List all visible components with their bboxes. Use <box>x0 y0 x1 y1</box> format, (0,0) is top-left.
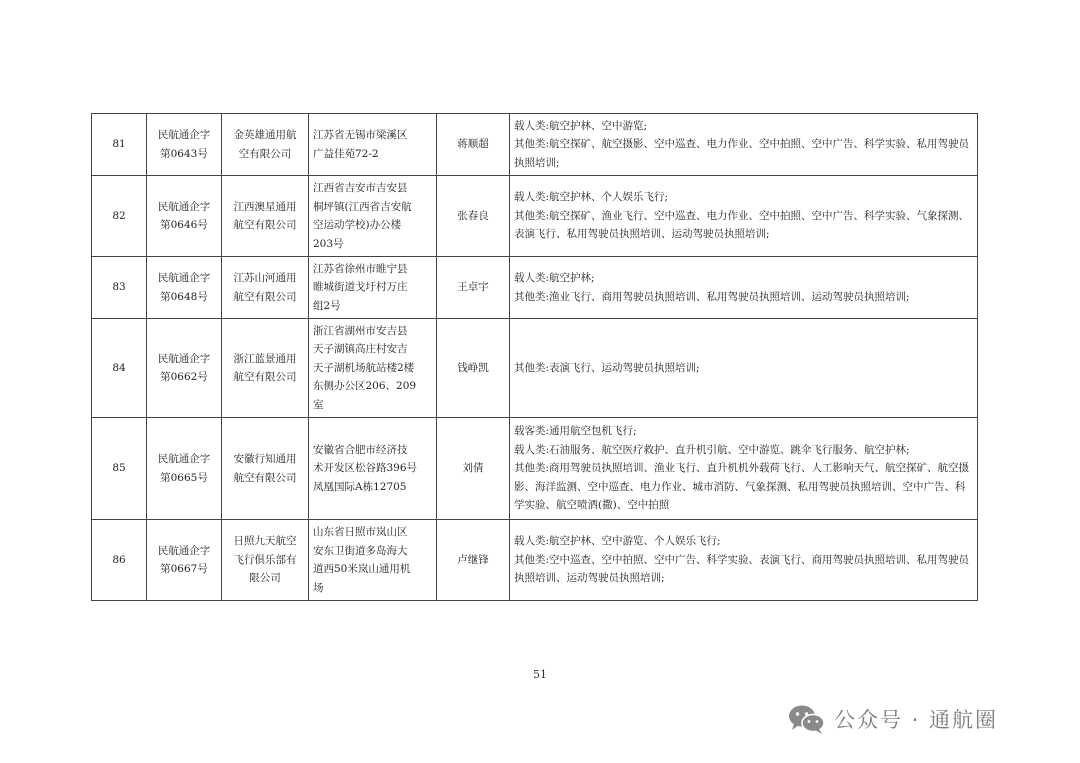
table-row <box>92 319 978 418</box>
business-scope: 载人类:航空护林、个人娱乐飞行; 其他类:航空探矿、渔业飞行、空中巡查、电力作业、空中拍照、空中广告、科学实验、气象探测、表演飞行、私用驾驶员执照培训、运动驾驶员执照培训; <box>510 176 978 257</box>
license-number: 民航通企字 第0643号 <box>147 114 222 176</box>
company-address: 江西省吉安市吉安县 桐坪镇(江西省吉安航 空运动学校)办公楼 203号 <box>309 176 437 257</box>
watermark <box>786 702 998 736</box>
row-number: 81 <box>92 114 147 176</box>
legal-representative: 张春良 <box>437 176 510 257</box>
table-row <box>92 520 978 601</box>
company-name: 金英雄通用航 空有限公司 <box>222 114 309 176</box>
company-name: 安徽行知通用 航空有限公司 <box>222 418 309 520</box>
table-row <box>92 418 978 520</box>
company-name: 日照九天航空 飞行俱乐部有 限公司 <box>222 520 309 601</box>
row-number: 84 <box>92 319 147 418</box>
table-row <box>92 257 978 319</box>
legal-representative: 钱峥凯 <box>437 319 510 418</box>
row-number: 83 <box>92 257 147 319</box>
business-scope: 载人类:航空护林、空中游览、个人娱乐飞行; 其他类:空中巡查、空中拍照、空中广告、科学实验、表演飞行、商用驾驶员执照培训、私用驾驶员执照培训、运动驾驶员执照培训; <box>510 520 978 601</box>
company-address: 山东省日照市岚山区 安东卫街道多岛海大 道西50米岚山通用机 场 <box>309 520 437 601</box>
legal-representative: 卢继锋 <box>437 520 510 601</box>
company-name: 江苏山河通用 航空有限公司 <box>222 257 309 319</box>
business-scope: 载人类:航空护林、空中游览; 其他类:航空探矿、航空摄影、空中巡查、电力作业、空中拍照、空中广告、科学实验、私用驾驶员执照培训; <box>510 114 978 176</box>
license-number: 民航通企字 第0665号 <box>147 418 222 520</box>
company-address: 江苏省徐州市睢宁县 睢城街道戈圩村万庄 组2号 <box>309 257 437 319</box>
legal-representative: 蒋顺超 <box>437 114 510 176</box>
legal-representative: 刘倩 <box>437 418 510 520</box>
legal-representative: 王卓宇 <box>437 257 510 319</box>
wechat-icon <box>786 703 826 735</box>
license-number: 民航通企字 第0667号 <box>147 520 222 601</box>
company-address: 江苏省无锡市梁溪区 广益佳苑72-2 <box>309 114 437 176</box>
license-number: 民航通企字 第0648号 <box>147 257 222 319</box>
table-row <box>92 176 978 257</box>
watermark-text: 公众号 · 通航圈 <box>834 708 999 732</box>
license-number: 民航通企字 第0662号 <box>147 319 222 418</box>
table-row <box>92 114 978 176</box>
page-number: 51 <box>533 668 547 681</box>
general-aviation-license-table <box>91 113 978 601</box>
row-number: 85 <box>92 418 147 520</box>
company-address: 安徽省合肥市经济技 术开发区松谷路396号 凤凰国际A栋12705 <box>309 418 437 520</box>
row-number: 86 <box>92 520 147 601</box>
license-number: 民航通企字 第0646号 <box>147 176 222 257</box>
business-scope: 其他类:表演飞行、运动驾驶员执照培训; <box>510 319 978 418</box>
business-scope: 载客类:通用航空包机飞行; 载人类:石油服务、航空医疗救护、直升机引航、空中游览、跳伞飞行服务、航空护林; 其他类:商用驾驶员执照培训、渔业飞行、直升机机外载荷飞行、人工影响天气、航空探矿、航空摄影、海洋监测、空中巡查、电力作业、城市消防、气象探测、私用驾驶员执照培训、空中广告、科学实验、航空喷洒(撒)、空中拍照 <box>510 418 978 520</box>
business-scope: 载人类:航空护林; 其他类:渔业飞行、商用驾驶员执照培训、私用驾驶员执照培训、运动驾驶员执照培训; <box>510 257 978 319</box>
company-name: 江西澳星通用 航空有限公司 <box>222 176 309 257</box>
company-address: 浙江省湖州市安吉县 天子湖镇高庄村安吉 天子湖机场航站楼2楼 东侧办公区206、209 室 <box>309 319 437 418</box>
company-name: 浙江蓝景通用 航空有限公司 <box>222 319 309 418</box>
row-number: 82 <box>92 176 147 257</box>
